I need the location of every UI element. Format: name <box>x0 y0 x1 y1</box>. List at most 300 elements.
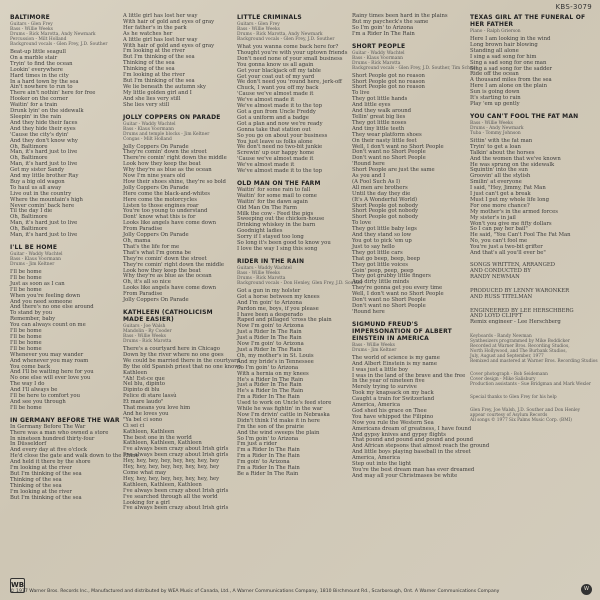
credit-block <box>470 263 595 281</box>
credit-text: Cover design - Mike Salisbury <box>470 377 536 383</box>
credit-line: Percussion - Milt Holland <box>10 37 67 42</box>
lyric-line: I'm looking at the river <box>10 488 72 495</box>
lyric-line: But I'm thinking of the sea <box>10 494 82 501</box>
lyric-line: Rainy times been hard in the plains <box>352 13 448 19</box>
song-credits <box>470 121 595 136</box>
credit-block <box>470 395 595 400</box>
lyric-line: A thousand miles from the sea <box>470 77 552 84</box>
credit-line: Guitar - Waddy Wachtel <box>352 50 405 56</box>
lyric-line: Got a horse between my knees <box>237 293 320 300</box>
lyric-line: You just leave us folks alone <box>237 138 313 145</box>
credit-line: Bass - Willie Weeks <box>123 333 166 339</box>
lyric-line: A little girl has lost her way <box>123 13 198 19</box>
lyric-line: We lie beneath the autumn sky <box>123 83 206 90</box>
lyric-line: She lies very still <box>123 101 170 108</box>
credit-line: Background vocals - Glen Frey, J.D. Souther <box>237 37 335 42</box>
lyric-line: Here I am looking in the wind <box>470 36 551 42</box>
lyric-line: How their shoes shine, they're so bold <box>123 178 226 185</box>
lyric-line: Live out in the country <box>10 190 72 197</box>
lyrics-column-4 <box>352 13 490 584</box>
lyric-line: Short People got nobody <box>352 208 419 215</box>
lyric-line: Tellin' great big lies <box>352 113 406 120</box>
credit-line: Drums - Rick Marotta <box>237 275 286 281</box>
lyric-line: I've always been crazy about Irish girls <box>123 487 229 494</box>
lyric-line: Don't want no Short People <box>352 149 426 156</box>
lyric-line: That go beep, beep, beep <box>352 255 421 262</box>
lyric-line: And I'm goin' to Arizona <box>237 299 302 306</box>
credit-line: Congas - Milt Holland <box>123 136 172 142</box>
song-title: LITTLE CRIMINALS <box>237 14 302 21</box>
song-title: TEXAS GIRL AT THE FUNERAL OF HER FATHER <box>470 14 586 28</box>
lyric-line: Just as soon as I can <box>10 280 65 287</box>
credit-line: Bass - Willie Weeks <box>237 270 280 276</box>
lyric-line: Her father's in the park <box>123 24 187 31</box>
lyric-line: All men are brothers <box>352 184 408 191</box>
lyric-line: Whenever you may wander <box>10 351 84 358</box>
lyric-line: And they hide their faces <box>10 119 78 126</box>
song-block <box>237 257 363 478</box>
lyric-line: America, America <box>352 455 401 462</box>
lyric-line: Jolly Coppers On Parade <box>123 184 189 191</box>
lyric-line: Chuck, I want you off my back <box>237 85 319 92</box>
lyric-line: Sweeping out the chicken-house <box>237 216 325 223</box>
lyric-line: He was sprung on the sidewalk <box>470 161 555 168</box>
lyric-line: Kathleen, Kathleen, Kathleen <box>123 440 202 447</box>
lyric-line: I just can't get a break <box>470 191 531 198</box>
lyric-line: With hair of gold and eyes of gray <box>123 42 215 49</box>
credit-text: Production assistants - Sue Bridgman and Mark Wexler <box>470 382 591 388</box>
credit-text: appear courtesy of Asylum Records <box>470 413 548 419</box>
credit-text: Glen Frey, Joe Walsh, J.D. Souther and Don Henley <box>470 408 581 414</box>
song-block <box>10 14 120 239</box>
lyric-line: And you need someone <box>10 298 73 305</box>
lyric-line: Old Man On The Farm <box>237 204 298 211</box>
song-title: RIDER IN THE RAIN <box>237 257 305 265</box>
credit-line: Bass - Willie Weeks <box>10 27 53 32</box>
lyric-line: As you and I <box>352 173 386 180</box>
credit-line: Guitars - Glen Frey <box>237 22 280 27</box>
lyric-line: In a hard town by the sea <box>10 78 79 85</box>
lyric-line: I'll be home <box>10 404 42 411</box>
lyric-line: Oh, Baltimore <box>10 155 48 162</box>
lyric-line: I'll be home <box>10 339 42 346</box>
lyric-line: Don't want no Short People <box>352 155 426 162</box>
lyric-line: Buy a big old wagon <box>10 178 65 185</box>
lyric-line: Long brown hair blowing <box>470 41 538 48</box>
lyric-line: And they stand so low <box>352 232 412 239</box>
lyric-line: They got grubby little fingers <box>352 273 431 280</box>
lyric-line: And Albert Einstein is my name <box>352 360 437 367</box>
lyric-line: Merely trying to survive <box>352 384 417 391</box>
song-credits <box>237 265 363 286</box>
credit-line: Background vocals - Don Henley, Glen Frey, J.D. Souther <box>237 280 363 286</box>
lyric-line: Goodnight ladies <box>237 228 283 235</box>
lyric-line: Oh, Baltimore <box>10 214 48 221</box>
lyric-line: Nel blu, dipinto <box>123 381 165 388</box>
credit-text: PRODUCED BY LENNY WARONKER <box>470 287 570 294</box>
lyric-line: Short People got nobody <box>352 214 419 221</box>
lyric-line: America, America <box>352 402 401 409</box>
lyric-line: He said, "You Can't Fool The Fat Man <box>470 232 571 239</box>
lyric-line: Gonna take that station out <box>237 126 311 133</box>
lyric-line: Why they're as blue as the ocean <box>123 273 212 280</box>
credit-text: Special thanks to Glen Frey for his help <box>470 395 557 401</box>
lyric-line: I said, "Hey, Jimmy, Fat Man <box>470 185 546 192</box>
lyric-line: My little golden girl and I <box>123 89 192 96</box>
lyric-line: They got little baby legs <box>352 226 417 233</box>
lyric-line: "Ya bel ci sono <box>123 416 163 423</box>
lyric-line: And she lies very still <box>123 95 181 102</box>
lyric-line: With a hernia on my knees <box>237 370 309 377</box>
lyric-line: I was just a little boy <box>352 366 409 373</box>
lyric-line: Talkin' about the horses <box>470 149 535 156</box>
song-credits <box>237 22 349 42</box>
song-block <box>352 14 466 38</box>
lyric-line: Thinking of the sea <box>10 482 62 489</box>
lyric-line: Why they're as blue as the ocean <box>123 167 212 174</box>
lyric-line: Jolly Coppers On Parade <box>123 297 189 304</box>
lyric-line: They got little noses <box>352 119 407 126</box>
lyric-line: You got to pick 'em up <box>352 238 412 244</box>
lyric-line: So I'm goin' to Arizona <box>352 24 414 31</box>
credit-block <box>470 408 595 423</box>
lyric-line: Here I am alone on the plain <box>470 83 548 90</box>
lyric-line: Kathleen, Kathleen, Kathleen <box>123 481 202 488</box>
lyric-line: Remember, baby <box>10 316 56 323</box>
lyric-line: Hooker on the corner <box>10 96 68 103</box>
lyric-line: 'Cause we've almost made it <box>237 91 314 98</box>
credit-text: ENGINEERED BY LEE HERSCHBERG <box>470 307 574 314</box>
lyric-line: With hair of gold and eyes of gray <box>123 18 215 25</box>
lyric-line: When you're feeling down <box>10 292 81 299</box>
lyric-line: Goin' peep, peep, peep <box>352 267 414 274</box>
lyric-line: And the women that we've known <box>470 155 561 162</box>
lyric-line: I'm a Rider In The Rain <box>237 447 300 454</box>
lyric-line: It's starting to rain <box>470 95 521 102</box>
lyric-line: Waitin' for the dawn again <box>237 198 308 205</box>
song-block <box>470 14 595 108</box>
lyric-line: You gonna know us all again <box>237 61 314 68</box>
credit-line: Piano - Ralph Grierson <box>470 29 521 34</box>
lyric-line: Thinking of the sea <box>123 60 175 67</box>
credit-text: RANDY NEWMAN <box>470 273 520 280</box>
lyric-line: Just a Rider In The Rain <box>237 382 302 389</box>
lyric-line: Here come the black-and-whites <box>123 190 210 197</box>
credit-text: Remix engineer - Lee Herschberg <box>470 319 561 326</box>
lyric-line: Drunk lyin' on the sidewalk <box>10 108 84 115</box>
lyric-line: Won't you give me fifty dollars <box>470 220 552 227</box>
lyric-line: So I'm goin' to Arizona <box>237 364 299 371</box>
lyric-line: Waitin' for a train <box>10 102 58 109</box>
lyric-line: Man, it's hard just to live <box>10 220 78 227</box>
lyric-line: Standing all alone <box>470 47 519 54</box>
lyric-line: By the old Spanish priest that no one knows <box>123 363 242 370</box>
lyric-line: Oh, it's all so nice <box>123 279 171 286</box>
lyric-line: On a marble stair <box>10 54 58 61</box>
lyric-line: I'll be home <box>10 274 42 281</box>
lyric-line: Sing a sad song for one man <box>470 59 547 66</box>
lyric-line: Now you rule the Western Sea <box>352 419 434 426</box>
lyric-line: In the year of nineteen five <box>352 378 425 385</box>
lyric-line: And may all your Christmases be white <box>352 472 458 479</box>
credit-text: AND LOYD CLIFFT <box>470 313 523 320</box>
lyric-line: We've almost made it <box>237 97 295 104</box>
credit-text: Remixed and mastered at Warner Bros. Recording Studios <box>470 359 598 365</box>
credit-text: SONGS WRITTEN, ARRANGED <box>470 262 555 268</box>
lyric-line: The world of science is my game <box>352 354 440 361</box>
song-block <box>352 42 478 316</box>
lyric-line: To love <box>352 220 372 227</box>
lyric-line: Jolly Coppers On Parade <box>123 143 189 150</box>
lyric-line: Til the day I die <box>10 208 53 215</box>
lyric-line: Raped and pillaged 'cross the plain <box>237 317 332 324</box>
lyric-line: For one more chance? <box>470 202 530 209</box>
lyric-line: And little boys playing baseball in the street <box>352 449 471 456</box>
lyric-line: 'Round here <box>352 161 385 168</box>
lyric-line: In nineteen hundred thirty-four <box>10 435 95 442</box>
credit-line: Guitars - Joe Walsh <box>123 323 166 329</box>
lyric-line: Oh, Baltimore <box>10 143 48 150</box>
lyric-line: Sun is going down <box>470 89 520 96</box>
lyric-line: Hey, hey, hey, hey, hey, hey, hey, hey <box>123 458 220 465</box>
lyric-line: As he watches her <box>123 30 173 37</box>
credit-line: Background vocals - Glen Frey, J.D. Souther, Tim Schmit <box>352 65 478 71</box>
lyric-line: I love the way I sing this song <box>237 246 318 252</box>
lyric-line: Look how they keep the beat <box>123 267 201 274</box>
lyric-line: They got little hands <box>352 96 408 103</box>
lyric-line: You have whipped the Filipino <box>352 413 434 420</box>
credit-line: Drums - Andy Newmark <box>470 125 524 131</box>
credit-line: Drums - Rick Marotta <box>123 338 172 344</box>
credit-text: AND RUSS TITELMAN <box>470 293 533 300</box>
lyric-line: Short People are just the same <box>352 167 435 174</box>
song-block <box>123 114 233 304</box>
lyric-line: I'll be home <box>10 345 42 352</box>
song-block <box>10 244 120 412</box>
lyric-line: 'Cause the city's dyin' <box>10 131 69 138</box>
lyric-line: Hey, hey, hey, hey, hey, hey, hey, hey <box>123 475 220 482</box>
credit-block <box>470 334 598 365</box>
lyric-line: And my little brother Ray <box>10 173 79 180</box>
lyric-line: Play 'em up gently <box>470 100 520 107</box>
lyric-line: Pardon me, boys, if you please <box>237 305 319 312</box>
lyric-line: And the wind sweeps the plain <box>237 429 320 436</box>
song-credits <box>352 50 478 71</box>
lyric-line: Drinking whiskey in the barn <box>237 222 316 229</box>
lyric-line: Where the mountain's high <box>10 196 83 203</box>
lyric-line: Just a Rider In The Rain <box>237 329 302 336</box>
lyric-line: And every day at five o'clock <box>10 447 87 454</box>
lyric-line: There's a courtyard here in Chicago <box>123 345 220 352</box>
lyric-line: But I'm thinking of the sea <box>10 471 82 477</box>
lyric-line: Dont' know what this is for <box>123 214 196 221</box>
lyric-line: The best one in the world <box>123 434 192 441</box>
lyric-line: Caught a train for Switzerland <box>352 396 435 403</box>
warner-bros-logo-icon: WB <box>10 578 25 593</box>
lyric-line: On their nasty little feet <box>352 137 417 144</box>
lyric-line: I've always been crazy about Irish girls <box>123 446 229 453</box>
credit-line: Drums and temple blocks - Jim Keltner <box>123 131 210 137</box>
credit-line: Tuba - Tommy Johnson <box>470 130 521 136</box>
lyric-line: I'm a Rider In The Rain <box>237 394 300 401</box>
song-title: SHORT PEOPLE <box>352 42 406 50</box>
song-block <box>470 113 595 257</box>
lyric-line: And they hide their eyes <box>10 125 76 132</box>
lyric-line: Milk the cow - Feed the pigs <box>237 210 314 217</box>
lyric-line: Man, it's hard just to live <box>10 161 78 168</box>
lyric-line: We've almost made it to the top <box>237 103 322 110</box>
lyric-line: They're comin' down the street <box>123 149 207 156</box>
lyric-line: And there's no one else around <box>10 304 94 311</box>
song-block <box>123 308 242 512</box>
lyric-line: I'm the son of the prairie <box>237 423 304 430</box>
credit-line: Guitars - Glen Frey <box>10 22 53 27</box>
credit-line: Drums - Rick Marotta <box>352 60 401 66</box>
lyric-line: I'll be here to comfort you <box>10 393 80 400</box>
lyric-line: Now I'm nine years old <box>123 173 186 180</box>
lyric-line: I'm looking at the river <box>10 465 72 472</box>
lyric-line: And African stepsons that almost reach the ground <box>352 443 490 450</box>
song-title: SIGMUND FREUD'S IMPERSONATION OF ALBERT EINSTEIN IN AMERICA <box>352 320 452 342</box>
lyric-line: So I'm goin' to Arizona <box>237 435 299 442</box>
lyric-line: There're comin' right down the middle <box>123 155 227 162</box>
lyric-line: Sorry if I stayed too long <box>237 234 304 241</box>
lyric-line: They wear platform shoes <box>352 131 422 138</box>
lyric-line: Now I'm drivin' cattle in Nebraska <box>237 411 330 418</box>
lyric-line: While he was fightin' in the war <box>237 406 323 413</box>
credit-line: Drums - Jim Keltner <box>10 262 55 267</box>
lyric-line: Be a Rider In The Rain <box>237 471 299 477</box>
lyric-line: 'Cause we've almost made it <box>237 156 314 163</box>
lyric-line: Look how they keep the beat <box>123 161 201 168</box>
credit-text: Recorded at Warner Bros. Recording Studios, <box>470 344 570 350</box>
lyric-line: To haul us all away <box>10 184 62 191</box>
lyric-line: But I'm thinking of the sea <box>123 54 195 61</box>
lyric-line: I'm a Rider In The Rain <box>352 30 415 37</box>
lyric-line: Until the day they die <box>352 190 411 197</box>
lyric-line: I was in the land of the brave and the free <box>352 372 466 379</box>
lyric-line: I sing a sad song for him <box>470 53 537 60</box>
credit-line: Bass - Klaus Voormann <box>352 55 403 61</box>
lyric-line: Got a uniform and a badge <box>237 114 309 121</box>
lyric-line: That's the life for me <box>123 243 180 250</box>
lyric-line: No one else will ever love you <box>10 375 91 382</box>
lyric-line: Now I'm goin' to Arizona <box>237 341 304 348</box>
lyric-line: Americans dream of greatness, I have found <box>352 425 472 432</box>
lyric-line: From Paradise <box>123 291 163 298</box>
lyric-line: And I'll be waiting here for you <box>10 369 94 376</box>
lyric-line: And they walk around <box>352 108 412 115</box>
lyric-line: You're just a two-bit grifter <box>470 244 543 251</box>
lyric-line: And they don't know why <box>10 137 78 144</box>
lyric-line: "Ah! Est-ce que <box>123 375 165 382</box>
lyric-line: Just to say hello <box>352 243 395 250</box>
lyric-line: Felice di stare lassù <box>123 393 177 400</box>
lyric-line: And that's all you'll ever be" <box>470 250 546 257</box>
credit-line: Drums - Jim Keltner <box>352 347 397 353</box>
credit-text: All songs © 1977 Six Palms Music Corp. (BMI) <box>470 418 572 424</box>
credit-text: AND CONDUCTED BY <box>470 267 531 274</box>
lyric-line: And my bride's in Tennessee <box>237 358 314 365</box>
lyric-line: Got a plan and now we're ready <box>237 120 323 127</box>
lyric-line: Sleepin' in the rain <box>10 113 62 120</box>
lyric-line: We don't need no two-bit junkie <box>237 144 323 151</box>
credit-text: North Hollywood, and The Burbank Studios, <box>470 349 567 355</box>
lyric-line: We've almost made it to the top <box>237 168 322 175</box>
lyric-line: They got little voices <box>352 261 409 268</box>
lyric-line: Oh, my mother's in St. Louis <box>237 352 314 359</box>
lyric-line: But my paycheck's the same <box>352 18 429 25</box>
lyric-line: Sing a sad song for the sadder <box>470 65 553 72</box>
lyric-line: And I'll always be <box>10 387 58 394</box>
credit-line: Bass - Willie Weeks <box>470 120 513 126</box>
credit-line: Guitar - Waddy Wachtel <box>123 121 176 127</box>
lyric-line: Squintin' into the sun <box>470 167 528 174</box>
lyric-line: A little girl has lost her way <box>123 36 198 43</box>
credit-line: Drums - Rick Marotta, Andy Newmark <box>10 32 96 37</box>
lyric-line: Well, I don't want no Short People <box>352 143 444 150</box>
lyric-line: Beat-up little seagull <box>10 49 66 55</box>
lyric-line: Come what may <box>123 470 167 476</box>
lyric-line: That means you love him <box>123 405 191 412</box>
lyric-line: We could be married there in the courtyard <box>123 357 240 364</box>
lyric-line: Don't want no Short People <box>352 297 426 304</box>
lyric-line: Ride off the ocean <box>470 71 519 78</box>
lyric-line: Used to work on Uncle's feed store <box>237 400 332 407</box>
lyric-line: Oh, Baltimore <box>10 226 48 233</box>
lyric-line: Looks like angels have come down <box>123 285 217 292</box>
credit-block <box>470 309 595 327</box>
lyric-line: Ci sei ci <box>123 422 145 429</box>
credit-text: Cover photograph - Bob Seidemann <box>470 372 548 378</box>
lyric-line: We don't need you 'round here, jerk-off <box>237 79 342 86</box>
credit-line: Bass - Willie Weeks <box>237 27 280 32</box>
lyric-line: I'll be home <box>10 286 42 293</box>
song-credits <box>470 29 595 34</box>
credit-line: Mandolin - Ry Cooder <box>123 328 172 334</box>
lyric-line: In Germany Before The War <box>10 423 86 430</box>
song-title: KATHLEEN (CATHOLICISM MADE EASIER) <box>123 308 213 323</box>
lyric-line: And gypsy knives and gypsy flights <box>352 431 447 438</box>
lyric-line: I'll be home <box>10 269 42 275</box>
lyric-line: Hard times in the city <box>10 72 69 79</box>
lyric-line: 'Round here <box>352 308 385 315</box>
lyric-line: He's a Rider In The Rain <box>237 376 304 383</box>
lyric-line: And held it there by the shore <box>10 459 91 466</box>
lyric-line: I'm looking at the river <box>123 48 185 55</box>
song-block <box>237 180 349 253</box>
lyric-line: They're gonna get you every time <box>352 285 443 292</box>
lyric-line: I'm looking at the river <box>123 72 185 79</box>
lyric-line: Don't want no Short People <box>352 302 426 309</box>
lyric-line: Got a gun in my holster <box>237 287 301 294</box>
lyric-line: Get your blackjack off my table <box>237 67 321 74</box>
song-block <box>237 14 349 175</box>
credit-line: Guitars - Waddy Wachtel <box>237 265 292 271</box>
credit-line: Bass - Klaus Voormann <box>10 257 61 262</box>
lyric-line: Short People got no reason <box>352 84 425 91</box>
lyric-line: Oh, mama <box>123 238 151 244</box>
lyric-line: I'm a Rider In The Rain <box>237 465 300 472</box>
song-credits <box>10 22 120 47</box>
song-credits <box>123 122 233 142</box>
lyric-line: Thought you're with your uptown friends <box>237 49 348 56</box>
lyric-line: You're too young to understand <box>123 208 208 215</box>
lyric-line: I'm a Rider In The Rain <box>237 453 300 460</box>
lyric-line: Took my knapsack on my back <box>352 390 434 397</box>
lyric-line: Now I'm goin' to Arizona <box>237 323 304 330</box>
credit-block <box>470 372 595 387</box>
